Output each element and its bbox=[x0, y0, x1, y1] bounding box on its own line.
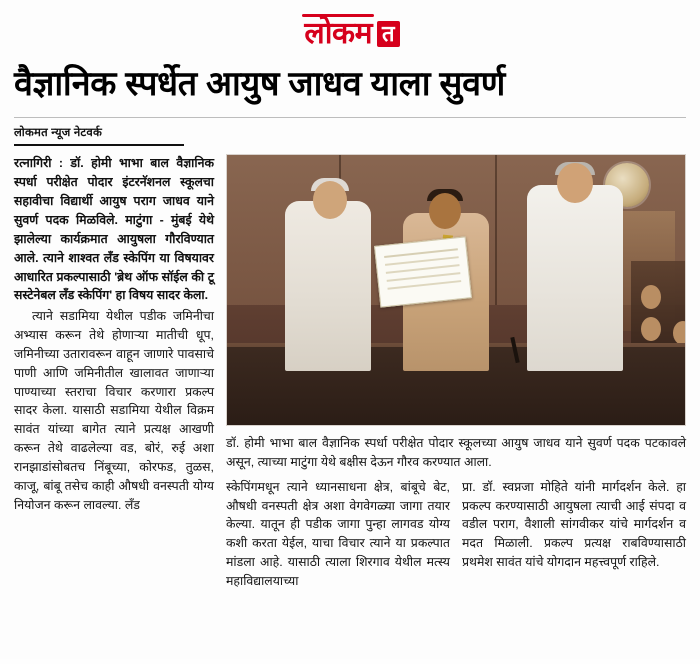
article-right-section bbox=[226, 154, 686, 592]
article-column-3 bbox=[462, 478, 686, 593]
logo-wordmark: लोकम bbox=[300, 19, 376, 49]
article-body bbox=[0, 146, 700, 598]
award-ceremony-photo bbox=[226, 154, 686, 426]
page-fade bbox=[0, 656, 700, 666]
headline-band bbox=[0, 58, 700, 105]
masthead bbox=[0, 0, 700, 58]
logo-badge: त bbox=[377, 21, 400, 46]
photo-caption: डॉ. होमी भाभा बाल वैज्ञानिक स्पर्धा परीक्षेत पोदार स्कूलच्या आयुष जाधव याने सुवर्ण पदक पटकावले असून, त्याच्या माटुंगा येथे बक्षीस देऊन गौरव करण्यात आला. bbox=[226, 436, 686, 470]
article-paragraph: प्रा. डॉ. स्वप्नजा मोहिते यांनी मार्गदर्शन केले. हा प्रकल्प करण्यासाठी आयुषला त्याची आई संपदा व वडील पराग, वैशाली सांगवीकर यांचे मार्गदर्शन व मदत मिळाली. प्रकल्प प्रत्यक्ष राबविण्यासाठी प्रथमेश सावंत यांचे योगदान महत्त्वपूर्ण राहिले. bbox=[462, 479, 686, 570]
audience-person bbox=[641, 285, 661, 309]
page-title: वैज्ञानिक स्पर्धेत आयुष जाधव याला सुवर्ण bbox=[14, 65, 505, 103]
headline-divider bbox=[14, 117, 686, 118]
article-paragraph: रत्नागिरी : डॉ. होमी भाभा बाल वैज्ञानिक स्पर्धा परीक्षेत पोदार इंटरनॅशनल स्कूलचा सहावीचा विद्यार्थी आयुष पराग जाधव याने सुवर्ण पदक मिळविले. माटुंगा - मुंबई येथे झालेल्या कार्यक्रमात आयुषला गौरविण्यात आले. त्याने शाश्वत लँड स्केपिंग या विषयावर आधारित प्रकल्पासाठी 'ब्रेथ ऑफ सॉईल की टू सस्टेनेबल लँड स्केपिंग' हा विषय सादर केला. bbox=[14, 156, 214, 303]
person-presenter bbox=[285, 201, 371, 371]
article-column-2 bbox=[226, 478, 450, 593]
backdrop-seam bbox=[495, 155, 497, 305]
person-guest bbox=[527, 185, 623, 371]
article-paragraph: त्याने सडामिया येथील पडीक जमिनीचा अभ्यास करून तेथे होणाऱ्या मातीची धूप, जमिनीच्या उतारावरून वाहून जाणारे पावसाचे पाणी आणि जमिनीतील खालावत जाणाऱ्या पाण्याच्या स्तराचा विचार करणारा प्रकल्प सादर केला. यासाठी सडामिया येथील विक्रम सावंत यांच्या बागेत त्याने प्रत्यक्ष आखणी करून तेथे वाढलेल्या वड, बोरं, रुई अशा रानझाडांसोबतच निंबूच्या, कोरफड, तुळस, काजू, बांबू तसेच काही औषधी वनस्पती योग्य नियोजन करून लावल्या. लँड bbox=[14, 309, 214, 512]
audience-person bbox=[641, 317, 661, 341]
article-column-1 bbox=[14, 154, 214, 516]
article-lower-columns bbox=[226, 478, 686, 593]
lokmat-logo[interactable] bbox=[300, 19, 399, 49]
byline: लोकमत न्यूज नेटवर्क bbox=[14, 127, 103, 140]
article-paragraph: स्केपिंगमधून त्याने ध्यानसाधना क्षेत्र, बांबूचे बेट, औषधी वनस्पती क्षेत्र अशा वेगवेगळ्या जागा तयार केल्या. यातून ही पडीक जागा पुन्हा लागवड योग्य कशी करता येईल, याचा विचार त्याने या प्रकल्पात मांडला आहे. यासाठी त्याला शिरगाव येथील मत्स्य महाविद्यालयाच्या bbox=[226, 479, 450, 588]
certificate bbox=[374, 237, 472, 308]
audience-person bbox=[673, 321, 686, 345]
